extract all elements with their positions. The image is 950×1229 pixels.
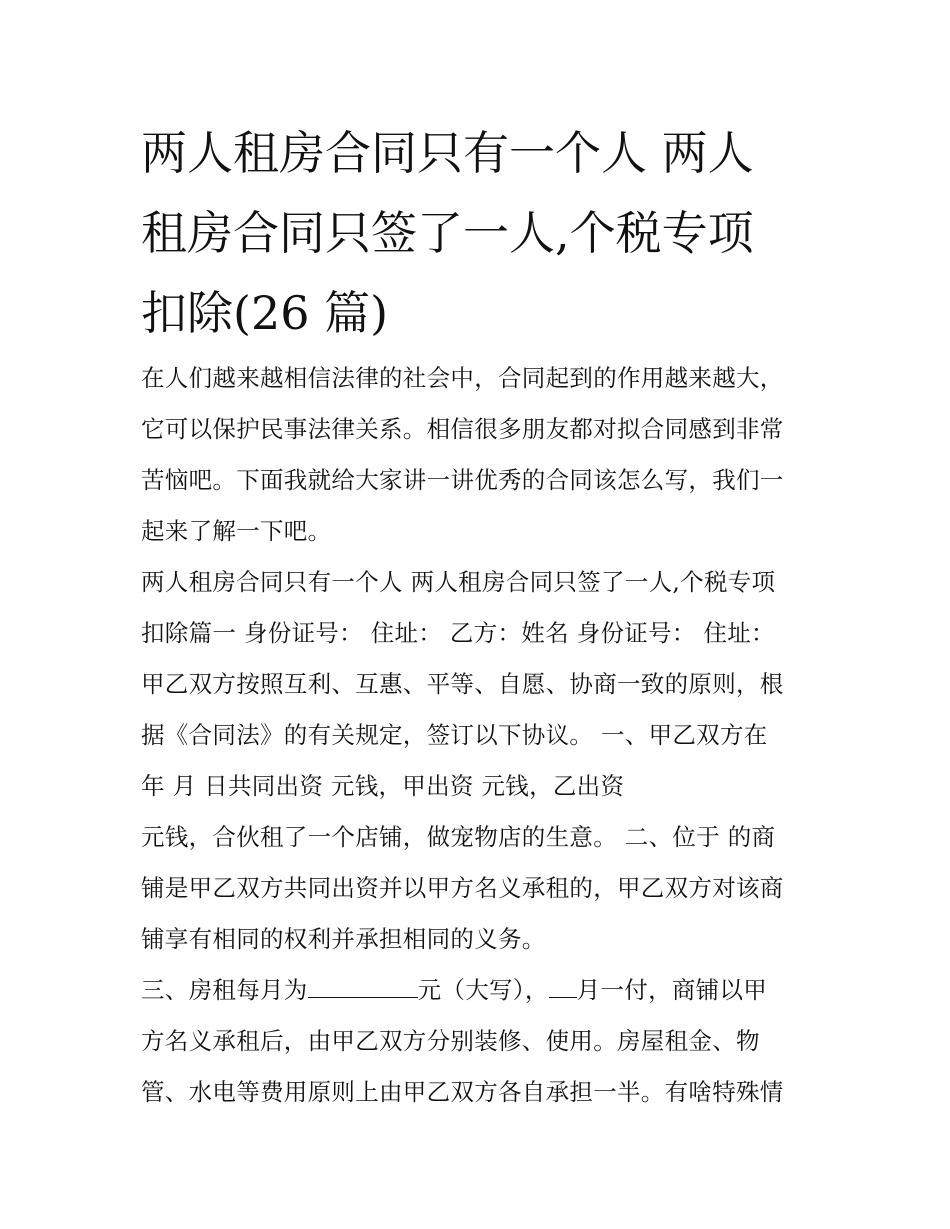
- title-line: 两人租房合同只有一个人 两人: [141, 126, 754, 180]
- document-title: [141, 113, 821, 353]
- rent-amount-blank: [308, 975, 418, 998]
- rent-label: 三、房租每月为: [141, 976, 308, 1004]
- payment-period-label: 月一付，商铺以甲: [576, 976, 768, 1004]
- section1-line: 年 月 日共同出资 元钱，甲出资 元钱，乙出资: [141, 772, 625, 800]
- intro-line: 在人们越来越相信法律的社会中，合同起到的作用越来越大，: [141, 364, 784, 392]
- section1-line: 扣除篇一 身份证号： 住址： 乙方：姓名 身份证号： 住址：: [141, 619, 775, 647]
- section2-line: 管、水电等费用原则上由甲乙双方各自承担一半。有啥特殊情: [141, 1078, 784, 1106]
- section1-line: 据《合同法》的有关规定，签订以下协议。 一、甲乙双方在: [141, 721, 768, 749]
- title-line: 租房合同只签了一人,个税专项: [141, 206, 754, 260]
- intro-line: 它可以保护民事法律关系。相信很多朋友都对拟合同感到非常: [141, 415, 784, 443]
- section1-line: 铺享有相同的权利并承担相同的义务。: [141, 925, 546, 953]
- section1-line: 甲乙双方按照互利、互惠、平等、自愿、协商一致的原则，根: [141, 670, 784, 698]
- section1-line: 元钱，合伙租了一个店铺，做宠物店的生意。 二、位于 的商: [141, 823, 776, 851]
- section2-line: [141, 973, 767, 1007]
- payment-period-blank: [549, 975, 577, 998]
- section1-line: 两人租房合同只有一个人 两人租房合同只签了一人,个税专项: [141, 568, 776, 596]
- rent-unit-label: 元（大写），: [417, 976, 549, 1004]
- intro-line: 起来了解一下吧。: [141, 517, 332, 545]
- section1-line: 铺是甲乙双方共同出资并以甲方名义承租的，甲乙双方对该商: [141, 874, 784, 902]
- intro-line: 苦恼吧。下面我就给大家讲一讲优秀的合同该怎么写，我们一: [141, 466, 784, 494]
- title-line: 扣除(26 篇): [141, 286, 389, 340]
- section2-line: 方名义承租后，由甲乙双方分别装修、使用。房屋租金、物: [141, 1027, 760, 1055]
